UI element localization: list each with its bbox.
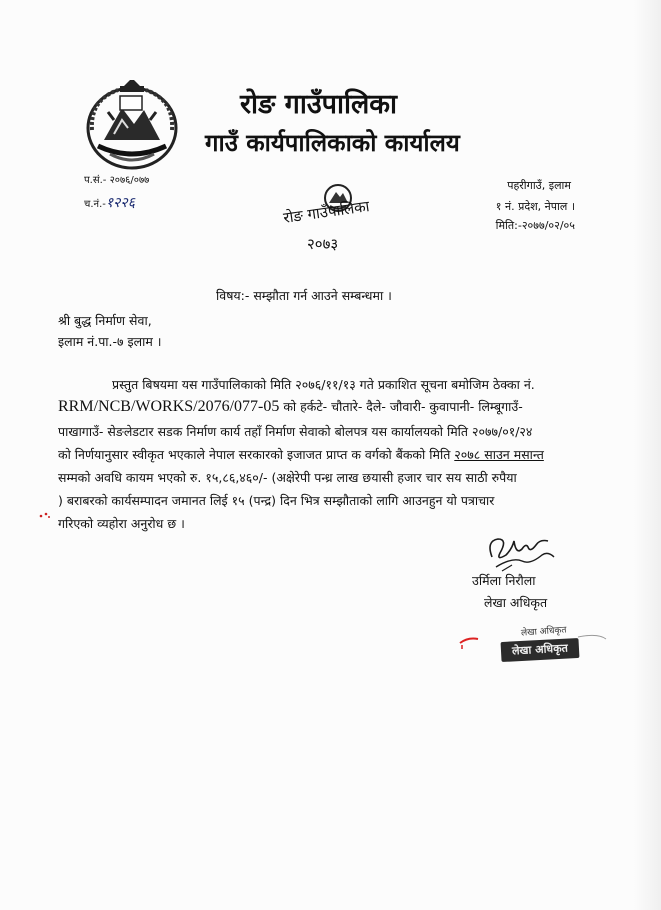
dispatch-value: १२२६ bbox=[105, 195, 135, 211]
stamp-year: २०७३ bbox=[307, 235, 339, 253]
address-line-1: पहरीगाउँ, इलाम bbox=[507, 179, 571, 192]
signatory-designation: लेखा अधिकृत bbox=[484, 595, 548, 610]
contract-number: RRM/NCB/WORKS/2076/077-05 bbox=[58, 398, 280, 415]
body-line-6: ) बराबरको कार्यसम्पादन जमानत लिई १५ (पन्द्र) दिन भित्र सम्झौताको लागि आउनहुन यो पत्राचार bbox=[58, 493, 495, 508]
body-line-5: सम्मको अवधि कायम भएको रु. १५,८६,४६०/- (अक्षेरेपी पन्ध्र लाख छयासी हजार चार सय साठी रुपैया bbox=[58, 470, 517, 485]
body-line-4 bbox=[58, 446, 544, 463]
stamp-text: रोङ गाउँपालिका bbox=[282, 197, 371, 227]
official-mark-label: लेखा अधिकृत bbox=[511, 641, 569, 658]
letter-number: प.सं.- २०७६/०७७ bbox=[84, 175, 150, 186]
body-line-3: पाखागाउँ- सेङलेडटार सडक निर्माण कार्य तहाँ निर्माण सेवाको बोलपत्र यस कार्यालयको मिति २०७७/०१/२४ bbox=[58, 424, 533, 439]
address-line-2: १ नं. प्रदेश, नेपाल । bbox=[495, 200, 575, 213]
body-line-1: प्रस्तुत बिषयमा यस गाउँपालिकाको मिति २०७६/११/१३ गते प्रकाशित सूचना बमोजिम ठेक्का नं. bbox=[112, 377, 535, 392]
official-mark-text: लेखा अधिकृत bbox=[520, 625, 567, 639]
dispatch-label: च.नं.- bbox=[84, 199, 106, 210]
body-line-2 bbox=[58, 398, 523, 416]
handwritten-signature-icon bbox=[482, 527, 558, 575]
red-mark-icon bbox=[38, 510, 52, 520]
body-line-2-text: को हर्कटे- चौतारे- दैले- जौवारी- कुवापानी- लिम्बूगाउँ- bbox=[279, 399, 523, 414]
subject-line: विषय:- सम्झौता गर्न आउने सम्बन्धमा । bbox=[216, 288, 392, 303]
nepal-government-emblem-icon bbox=[84, 80, 180, 172]
guarantee-deadline: २०७८ साउन मसान्त bbox=[454, 447, 544, 462]
recipient-address: इलाम नं.पा.-७ इलाम । bbox=[58, 334, 162, 349]
recipient-name: श्री बुद्ध निर्माण सेवा, bbox=[58, 313, 152, 328]
signatory-name: उर्मिला निरौला bbox=[472, 573, 536, 588]
letter-date: मिति:-२०७७/०२/०५ bbox=[495, 219, 575, 232]
body-line-7: गरिएको व्यहोरा अनुरोध छ । bbox=[58, 516, 185, 531]
body-line-4-text: को निर्णयानुसार स्वीकृत भएकाले नेपाल सरकारको इजाजत प्राप्त क वर्गको बैंकको मिति bbox=[58, 447, 455, 462]
office-title: गाउँ कार्यपालिकाको कार्यालय bbox=[205, 129, 460, 157]
municipality-title: रोङ गाउँपालिका bbox=[240, 89, 397, 120]
dispatch-number bbox=[84, 193, 135, 212]
